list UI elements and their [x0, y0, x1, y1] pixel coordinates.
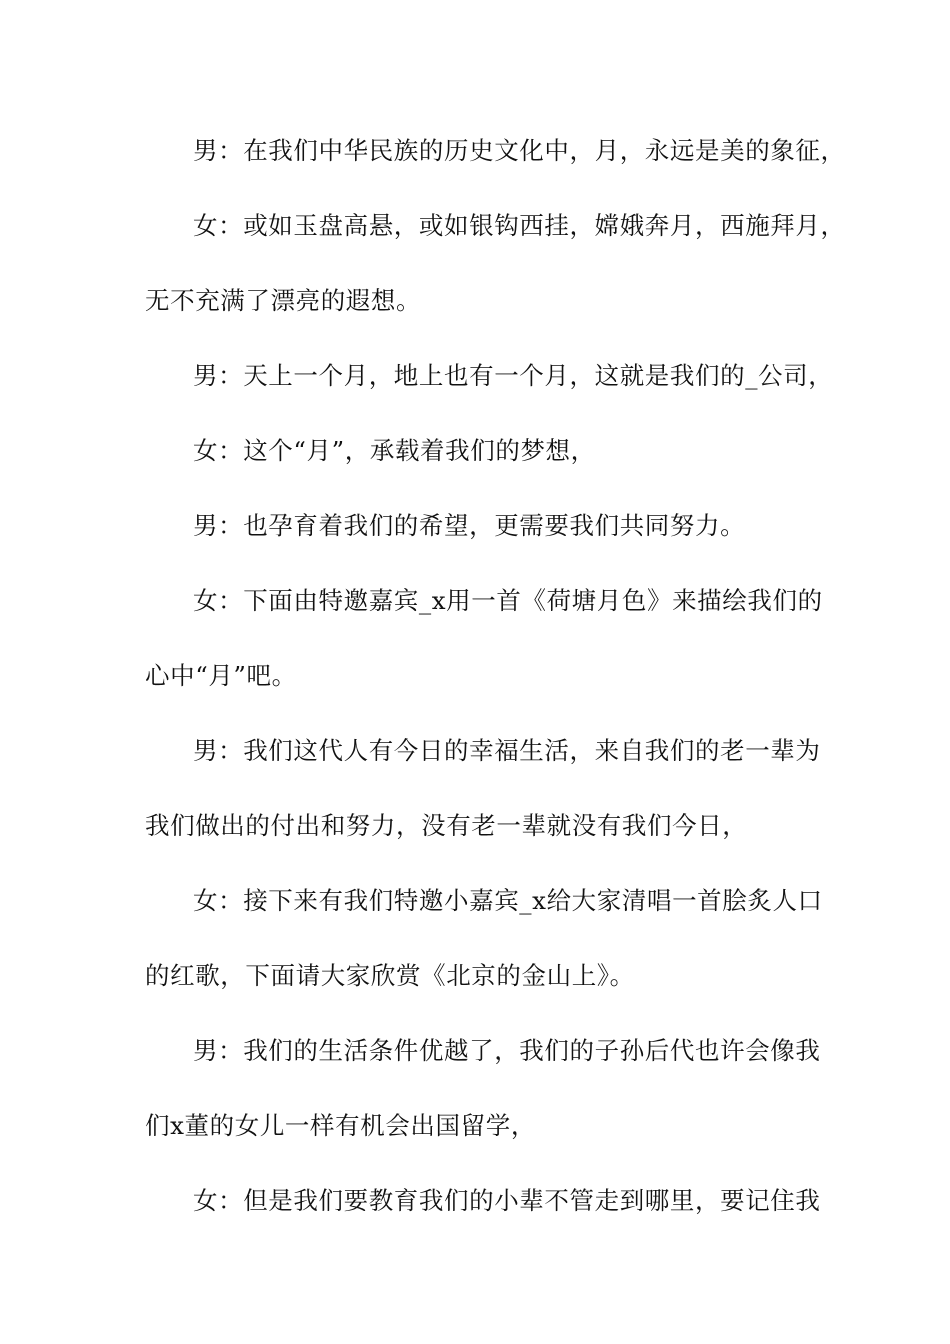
text-line: 女：下面由特邀嘉宾_x用一首《荷塘月色》来描绘我们的: [193, 586, 823, 615]
text-line: 女：接下来有我们特邀小嘉宾_x给大家清唱一首脍炙人口: [193, 886, 823, 915]
text-line: 男：我们的生活条件优越了，我们的子孙后代也许会像我: [193, 1036, 821, 1065]
text-line: 女：这个“月”，承载着我们的梦想，: [193, 436, 596, 465]
text-line: 无不充满了漂亮的遐想。: [145, 286, 422, 315]
text-line: 男：天上一个月，地上也有一个月，这就是我们的_公司，: [193, 361, 834, 390]
text-line: 的红歌，下面请大家欣赏《北京的金山上》。: [145, 961, 635, 990]
text-line: 们x董的女儿一样有机会出国留学，: [145, 1111, 536, 1140]
text-line: 女：但是我们要教育我们的小辈不管走到哪里，要记住我: [193, 1186, 821, 1215]
text-line: 男：也孕育着我们的希望，更需要我们共同努力。: [193, 511, 746, 540]
text-line: 心中“月”吧。: [145, 661, 297, 690]
text-line: 男：在我们中华民族的历史文化中，月，永远是美的象征，: [193, 136, 846, 165]
text-line: 女：或如玉盘高悬，或如银钩西挂，嫦娥奔月，西施拜月，: [193, 211, 846, 240]
text-line: 男：我们这代人有今日的幸福生活，来自我们的老一辈为: [193, 736, 821, 765]
text-line: 我们做出的付出和努力，没有老一辈就没有我们今日，: [145, 811, 748, 840]
